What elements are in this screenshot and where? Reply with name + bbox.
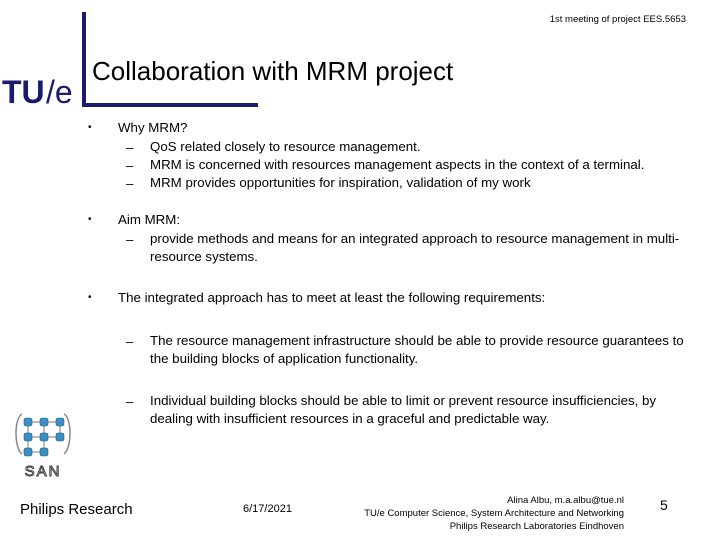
bullet-item	[88, 210, 688, 230]
sub-text: provide methods and means for an integrated approach to resource management in multi-resource systems.	[150, 231, 680, 264]
affiliation-line: TU/e Computer Science, System Architecture and Networking	[364, 508, 624, 519]
bullet-dot: •	[88, 292, 92, 303]
dash-marker: –	[126, 394, 134, 409]
author-line: Alina Albu, m.a.albu@tue.nl	[507, 495, 624, 506]
bullet-text: Aim MRM:	[118, 212, 181, 227]
footer-date: 6/17/2021	[243, 503, 292, 515]
bullet-item	[88, 288, 688, 308]
sub-item	[88, 138, 688, 156]
dash-marker: –	[126, 140, 134, 155]
bullet-text: The integrated approach has to meet at least the following requirements:	[118, 290, 546, 305]
tue-logo	[2, 75, 82, 114]
sub-text: Individual building blocks should be able to limit or prevent resource insufficiencies, by dealing with insufficient resources in a graceful and predictable way.	[150, 393, 657, 426]
dash-marker: –	[126, 176, 134, 191]
san-logo	[12, 408, 74, 485]
sub-item	[88, 230, 688, 266]
sub-item	[88, 392, 688, 428]
sub-item	[88, 156, 688, 174]
sub-text: The resource management infrastructure should be able to provide resource guarantees to the building blocks of application functionality.	[150, 333, 684, 366]
san-logo-text: SAN	[24, 463, 62, 480]
bullet-dot: •	[88, 214, 92, 225]
slide-content	[88, 118, 688, 428]
lab-line: Philips Research Laboratories Eindhoven	[449, 521, 624, 532]
footer-author-block	[334, 494, 624, 533]
footer-org: Philips Research	[20, 501, 133, 518]
svg-text:TU: TU	[2, 75, 45, 109]
header-horizontal-line	[82, 103, 258, 107]
sub-text: MRM is concerned with resources management aspects in the context of a terminal.	[150, 157, 645, 172]
bullet-text: Why MRM?	[118, 120, 188, 135]
meeting-label: 1st meeting of project EES.5653	[549, 14, 686, 25]
dash-marker: –	[126, 334, 134, 349]
sub-text: QoS related closely to resource management.	[150, 139, 421, 154]
sub-text: MRM provides opportunities for inspiration, validation of my work	[150, 175, 531, 190]
sub-item	[88, 332, 688, 368]
sub-item	[88, 174, 688, 192]
dash-marker: –	[126, 158, 134, 173]
svg-text:/e: /e	[46, 75, 73, 109]
slide-title: Collaboration with MRM project	[92, 56, 454, 86]
page-number: 5	[660, 497, 668, 513]
header-vertical-line	[82, 12, 86, 107]
bullet-dot: •	[88, 122, 92, 133]
bullet-item	[88, 118, 688, 138]
dash-marker: –	[126, 232, 134, 247]
